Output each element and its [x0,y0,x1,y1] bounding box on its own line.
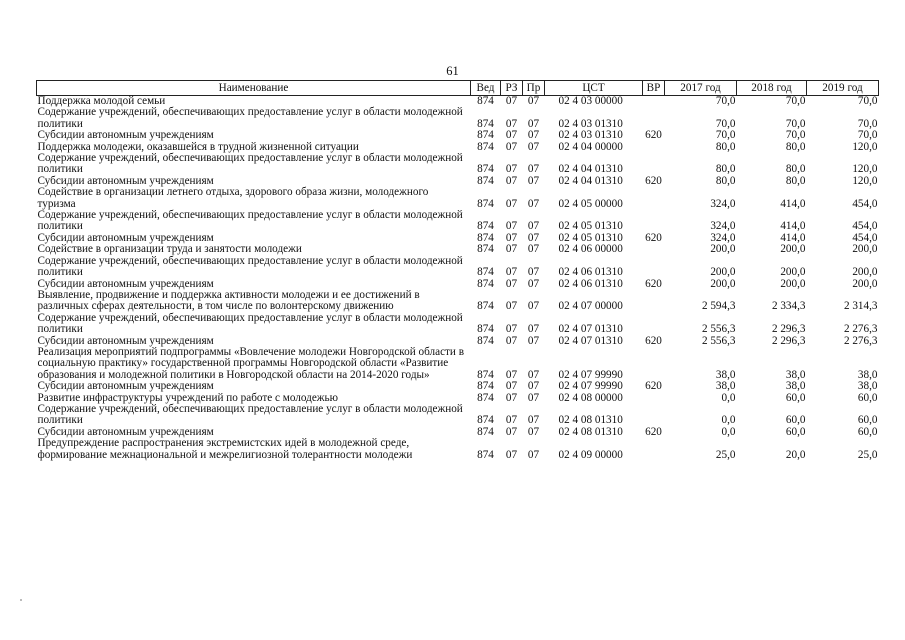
row-cst: 02 4 03 01310 [558,117,623,130]
row-rz: 07 [505,243,518,256]
row-ved: 874 [477,243,494,256]
row-value-2018: 414,0 [780,220,806,233]
row-rz: 07 [505,117,518,130]
row-vr [643,290,665,313]
header-2018: 2018 год [737,81,807,96]
row-value-2017: 38,0 [715,368,736,381]
row-name: Выявление, продвижение и поддержка активности молодежи и ее достижений в различных сферах деятельности, в том числе по волонтерскому движению [37,288,420,313]
row-rz: 07 [505,414,518,427]
row-ved: 874 [477,197,494,210]
row-cst: 02 4 09 00000 [558,448,623,461]
row-cst: 02 4 07 01310 [558,334,623,347]
header-rz: РЗ [501,81,523,96]
row-value-2019: 200,0 [852,243,878,256]
row-value-2019: 60,0 [857,414,878,427]
row-value-2017: 0,0 [721,425,736,438]
row-ved: 874 [477,174,494,187]
header-pr: Пр [523,81,545,96]
row-value-2017: 80,0 [715,163,736,176]
row-ved: 874 [477,140,494,153]
row-rz: 07 [505,300,518,313]
row-vr [643,438,665,461]
row-rz: 07 [505,368,518,381]
row-value-2018: 80,0 [785,163,806,176]
row-pr: 07 [527,95,540,107]
row-ved: 874 [477,231,494,244]
row-cst: 02 4 07 01310 [558,323,623,336]
row-cst: 02 4 04 01310 [558,174,623,187]
row-vr [643,107,665,130]
row-vr [643,210,665,233]
row-value-2019: 120,0 [852,174,878,187]
row-value-2018: 60,0 [785,414,806,427]
row-rz: 07 [505,448,518,461]
header-2019: 2019 год [807,81,879,96]
row-rz: 07 [505,163,518,176]
row-pr: 07 [527,300,540,313]
row-value-2019: 2 276,3 [843,323,878,336]
row-value-2019: 38,0 [857,368,878,381]
row-value-2018: 60,0 [785,391,806,404]
row-value-2017: 70,0 [715,117,736,130]
row-vr: 620 [645,277,662,290]
row-name: Поддержка молодой семьи [37,95,166,107]
row-name: Развитие инфраструктуры учреждений по работе с молодежью [37,391,338,404]
row-pr: 07 [527,391,540,404]
row-pr: 07 [527,334,540,347]
row-value-2018: 70,0 [785,117,806,130]
row-ved: 874 [477,277,494,290]
row-vr [643,244,665,255]
row-pr: 07 [527,129,540,142]
row-value-2017: 200,0 [710,266,736,279]
row-pr: 07 [527,197,540,210]
header-2017: 2017 год [665,81,737,96]
row-value-2019: 200,0 [852,277,878,290]
row-pr: 07 [527,243,540,256]
row-pr: 07 [527,220,540,233]
table-row [37,381,879,392]
row-name: Содержание учреждений, обеспечивающих предоставление услуг в области молодежной политики [37,152,463,176]
table-row [37,130,879,141]
row-name: Поддержка молодежи, оказавшейся в трудной жизненной ситуации [37,140,359,153]
row-vr [643,142,665,153]
row-pr: 07 [527,425,540,438]
row-value-2019: 25,0 [857,448,878,461]
table-row [37,404,879,427]
row-value-2019: 120,0 [852,140,878,153]
row-name: Содействие в организации труда и занятости молодежи [37,243,302,256]
row-vr: 620 [645,425,662,438]
row-cst: 02 4 03 00000 [558,95,623,107]
row-value-2017: 324,0 [710,220,736,233]
row-value-2019: 2 314,3 [843,300,878,313]
row-value-2018: 2 296,3 [771,334,806,347]
row-rz: 07 [505,323,518,336]
row-value-2017: 0,0 [721,414,736,427]
row-value-2017: 80,0 [715,174,736,187]
row-ved: 874 [477,414,494,427]
row-pr: 07 [527,163,540,176]
row-value-2019: 454,0 [852,231,878,244]
row-ved: 874 [477,220,494,233]
row-name: Содействие в организации летнего отдыха, здорового образа жизни, молодежного туризма [37,186,429,210]
row-cst: 02 4 06 00000 [558,243,623,256]
row-value-2017: 0,0 [721,391,736,404]
row-cst: 02 4 06 01310 [558,277,623,290]
row-value-2017: 200,0 [710,243,736,256]
row-ved: 874 [477,368,494,381]
row-value-2019: 120,0 [852,163,878,176]
row-cst: 02 4 03 01310 [558,129,623,142]
row-value-2018: 200,0 [780,277,806,290]
row-pr: 07 [527,266,540,279]
row-rz: 07 [505,266,518,279]
row-cst: 02 4 05 01310 [558,231,623,244]
row-value-2019: 200,0 [852,266,878,279]
row-value-2018: 200,0 [780,266,806,279]
row-value-2018: 70,0 [785,95,806,107]
row-value-2019: 2 276,3 [843,334,878,347]
row-value-2017: 200,0 [710,277,736,290]
row-ved: 874 [477,117,494,130]
row-vr: 620 [645,174,662,187]
row-pr: 07 [527,117,540,130]
row-value-2019: 70,0 [857,117,878,130]
header-cst: ЦСТ [545,81,643,96]
row-value-2019: 70,0 [857,129,878,142]
row-ved: 874 [477,129,494,142]
table-body [37,96,879,462]
row-vr: 620 [645,380,662,393]
row-value-2018: 414,0 [780,231,806,244]
row-value-2017: 38,0 [715,380,736,393]
row-ved: 874 [477,448,494,461]
row-cst: 02 4 08 01310 [558,425,623,438]
row-name: Субсидии автономным учреждениям [37,129,214,142]
row-cst: 02 4 06 01310 [558,266,623,279]
row-value-2018: 200,0 [780,243,806,256]
row-value-2017: 2 594,3 [701,300,736,313]
row-vr [643,404,665,427]
table-row [37,256,879,279]
row-value-2018: 38,0 [785,380,806,393]
row-rz: 07 [505,220,518,233]
row-name: Содержание учреждений, обеспечивающих предоставление услуг в области молодежной политики [37,209,463,233]
table-header [37,81,879,96]
row-value-2018: 70,0 [785,129,806,142]
row-value-2018: 60,0 [785,425,806,438]
row-vr [643,256,665,279]
table-row [37,290,879,313]
row-value-2018: 20,0 [785,448,806,461]
row-value-2019: 60,0 [857,391,878,404]
row-cst: 02 4 07 99990 [558,368,623,381]
row-vr [643,187,665,210]
row-vr: 620 [645,231,662,244]
row-ved: 874 [477,163,494,176]
row-cst: 02 4 08 01310 [558,414,623,427]
row-ved: 874 [477,425,494,438]
row-cst: 02 4 07 99990 [558,380,623,393]
row-value-2018: 2 296,3 [771,323,806,336]
row-vr [643,347,665,381]
row-cst: 02 4 05 00000 [558,197,623,210]
row-cst: 02 4 07 00000 [558,300,623,313]
row-pr: 07 [527,140,540,153]
row-rz: 07 [505,197,518,210]
row-value-2018: 414,0 [780,197,806,210]
row-ved: 874 [477,266,494,279]
row-name: Реализация мероприятий подпрограммы «Вовлечение молодежи Новгородской области в социальную практику» государственной программы Новгородской области «Развитие образования и молодежной политики в Новгородской области на 2014-2020 годы» [37,345,464,381]
row-name: Субсидии автономным учреждениям [37,231,214,244]
row-value-2017: 324,0 [710,197,736,210]
row-ved: 874 [477,334,494,347]
row-pr: 07 [527,323,540,336]
row-name: Содержание учреждений, обеспечивающих предоставление услуг в области молодежной политики [37,106,463,130]
header-vr: ВР [643,81,665,96]
row-rz: 07 [505,277,518,290]
row-ved: 874 [477,323,494,336]
row-vr [643,153,665,176]
row-pr: 07 [527,380,540,393]
scan-artifact [20,599,22,601]
table-row [37,187,879,210]
row-vr: 620 [645,129,662,142]
row-value-2018: 2 334,3 [771,300,806,313]
row-cst: 02 4 08 00000 [558,391,623,404]
row-value-2017: 324,0 [710,231,736,244]
row-vr [643,96,665,108]
row-pr: 07 [527,448,540,461]
row-name: Субсидии автономным учреждениям [37,425,214,438]
row-pr: 07 [527,414,540,427]
row-rz: 07 [505,380,518,393]
row-pr: 07 [527,277,540,290]
row-ved: 874 [477,380,494,393]
row-rz: 07 [505,391,518,404]
row-name: Предупреждение распространения экстремистских идей в молодежной среде, формирование межнациональной и межрелигиозной толерантности молодежи [37,437,413,461]
row-value-2019: 454,0 [852,197,878,210]
row-rz: 07 [505,231,518,244]
row-value-2018: 80,0 [785,174,806,187]
row-vr [643,313,665,336]
row-name: Субсидии автономным учреждениям [37,174,214,187]
row-cst: 02 4 04 01310 [558,163,623,176]
row-cst: 02 4 05 01310 [558,220,623,233]
row-value-2018: 38,0 [785,368,806,381]
row-value-2017: 80,0 [715,140,736,153]
row-ved: 874 [477,391,494,404]
row-rz: 07 [505,334,518,347]
row-rz: 07 [505,140,518,153]
row-pr: 07 [527,231,540,244]
table-row [37,347,879,381]
row-pr: 07 [527,174,540,187]
row-value-2017: 70,0 [715,129,736,142]
row-name: Субсидии автономным учреждениям [37,334,214,347]
row-value-2017: 70,0 [715,95,736,107]
table-row [37,107,879,130]
header-ved: Вед [471,81,501,96]
row-name: Содержание учреждений, обеспечивающих предоставление услуг в области молодежной политики [37,254,463,279]
row-name: Субсидии автономным учреждениям [37,277,214,290]
row-ved: 874 [477,300,494,313]
row-value-2019: 454,0 [852,220,878,233]
table-row [37,313,879,336]
table-row [37,210,879,233]
row-rz: 07 [505,174,518,187]
header-name: Наименование [37,81,471,96]
row-value-2018: 80,0 [785,140,806,153]
row-name: Содержание учреждений, обеспечивающих предоставление услуг в области молодежной политики [37,402,463,427]
table-row [37,244,879,255]
row-value-2017: 2 556,3 [701,334,736,347]
row-cst: 02 4 04 00000 [558,140,623,153]
row-value-2019: 70,0 [857,95,878,107]
row-rz: 07 [505,129,518,142]
row-value-2017: 25,0 [715,448,736,461]
row-rz: 07 [505,425,518,438]
table-row [37,438,879,461]
budget-table [36,80,879,461]
table-row [37,153,879,176]
row-vr: 620 [645,334,662,347]
row-name: Содержание учреждений, обеспечивающих предоставление услуг в области молодежной политики [37,311,463,336]
row-value-2017: 2 556,3 [701,323,736,336]
row-name: Субсидии автономным учреждениям [37,380,214,393]
row-pr: 07 [527,368,540,381]
row-ved: 874 [477,95,494,107]
row-value-2019: 38,0 [857,380,878,393]
row-vr [643,393,665,404]
row-value-2019: 60,0 [857,425,878,438]
row-rz: 07 [505,95,518,107]
page-number: 61 [446,64,459,78]
